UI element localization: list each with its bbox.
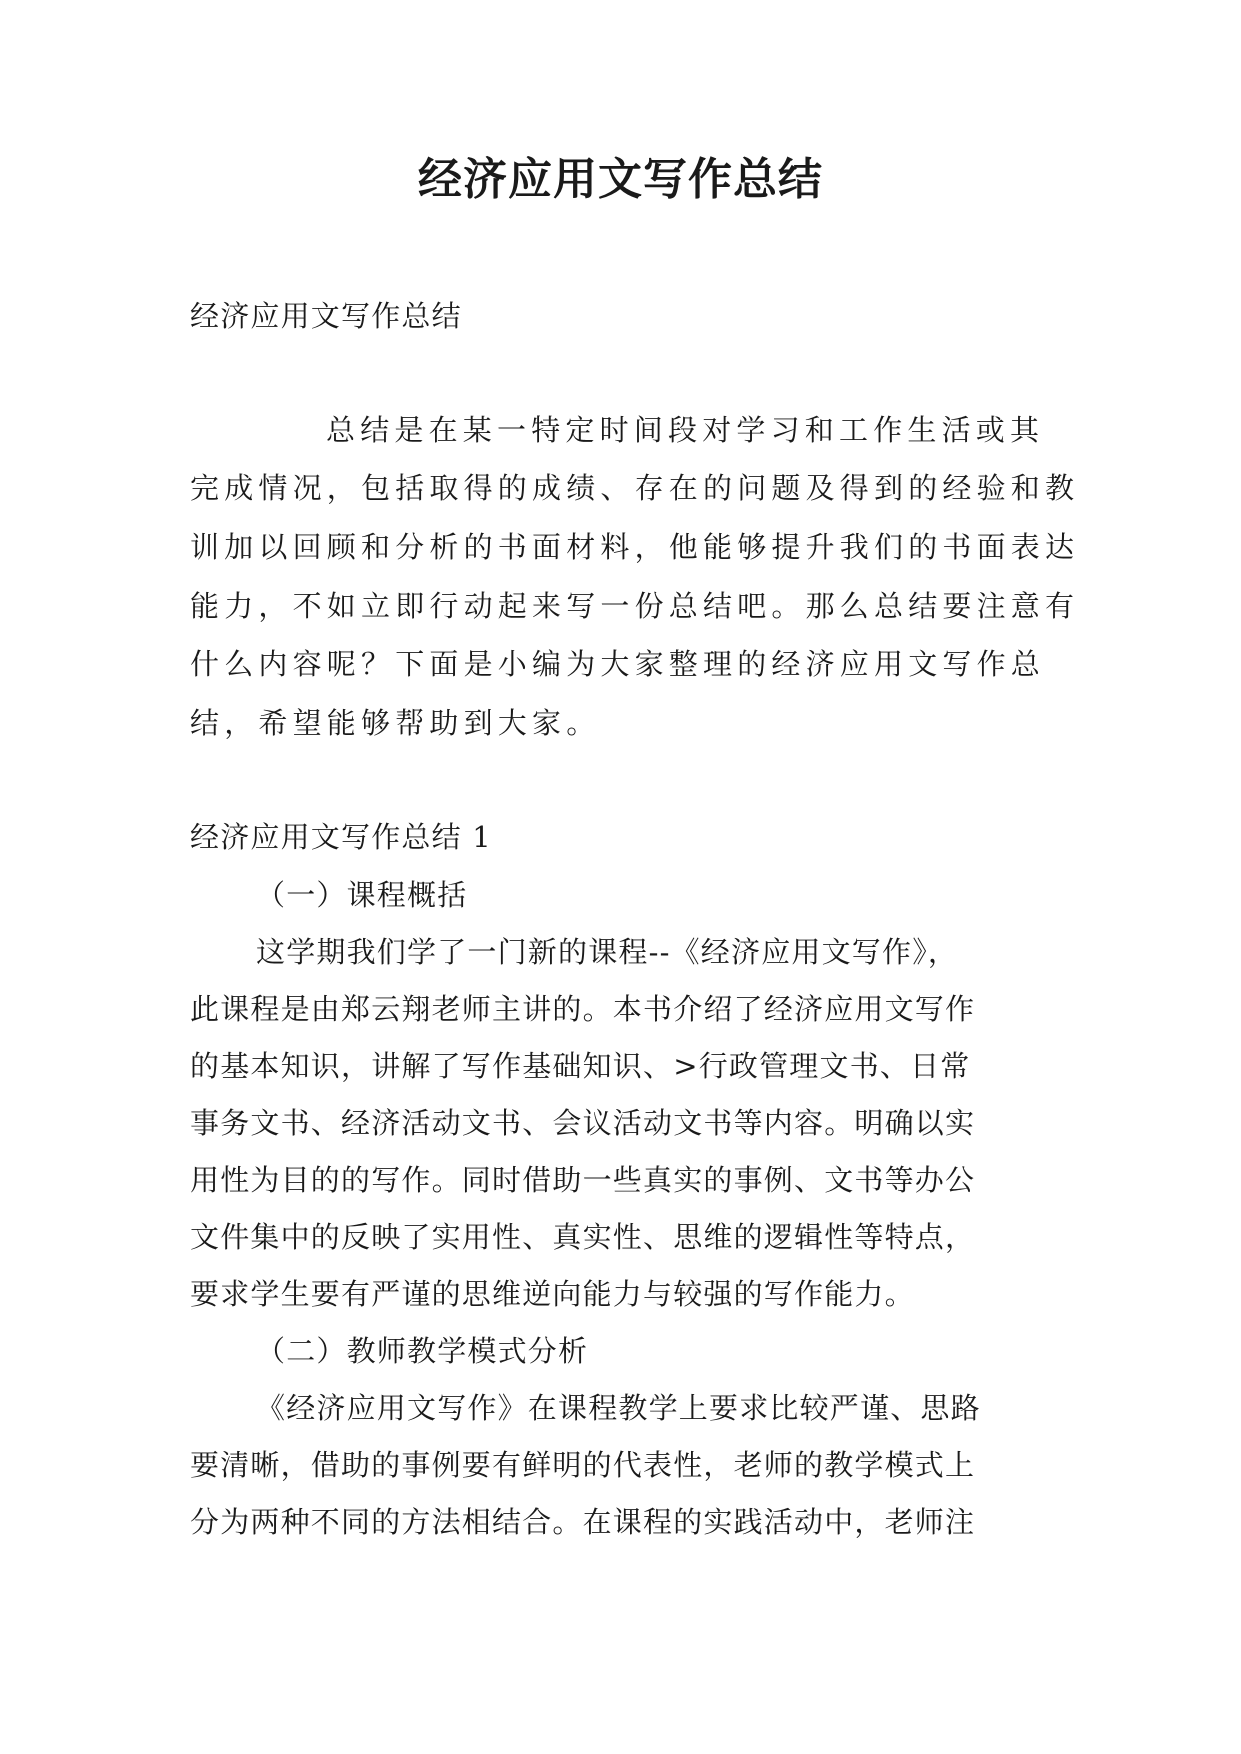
subsection-heading: （二）教师教学模式分析 xyxy=(256,1334,589,1368)
paragraph-line: 完成情况，包括取得的成绩、存在的问题及得到的经验和教 xyxy=(190,471,1080,505)
paragraph-line: 要求学生要有严谨的思维逆向能力与较强的写作能力。 xyxy=(190,1277,915,1311)
paragraph-line: 总结是在某一特定时间段对学习和工作生活或其 xyxy=(326,413,1045,447)
subsection-heading: （一）课程概括 xyxy=(256,878,468,912)
paragraph-line: 文件集中的反映了实用性、真实性、思维的逻辑性等特点， xyxy=(190,1220,976,1254)
paragraph-line: 事务文书、经济活动文书、会议活动文书等内容。明确以实 xyxy=(190,1106,976,1140)
paragraph-line: 这学期我们学了一门新的课程--《经济应用文写作》， xyxy=(256,935,959,969)
paragraph-line: 的基本知识，讲解了写作基础知识、>行政管理文书、日常 xyxy=(190,1049,971,1083)
paragraph-line: 此课程是由郑云翔老师主讲的。本书介绍了经济应用文写作 xyxy=(190,992,976,1026)
document-subtitle: 经济应用文写作总结 xyxy=(190,299,462,333)
paragraph-line: 能力，不如立即行动起来写一份总结吧。那么总结要注意有 xyxy=(190,589,1080,623)
paragraph-line: 什么内容呢？下面是小编为大家整理的经济应用文写作总 xyxy=(190,647,1046,681)
section-heading: 经济应用文写作总结 1 xyxy=(190,820,492,854)
paragraph-line: 《经济应用文写作》在课程教学上要求比较严谨、思路 xyxy=(256,1391,981,1425)
document-title: 经济应用文写作总结 xyxy=(418,154,823,205)
paragraph-line: 结，希望能够帮助到大家。 xyxy=(190,706,601,740)
paragraph-line: 训加以回顾和分析的书面材料，他能够提升我们的书面表达 xyxy=(190,530,1080,564)
paragraph-line: 要清晰，借助的事例要有鲜明的代表性，老师的教学模式上 xyxy=(190,1448,976,1482)
paragraph-line: 用性为目的的写作。同时借助一些真实的事例、文书等办公 xyxy=(190,1163,976,1197)
paragraph-line: 分为两种不同的方法相结合。在课程的实践活动中，老师注 xyxy=(190,1505,976,1539)
